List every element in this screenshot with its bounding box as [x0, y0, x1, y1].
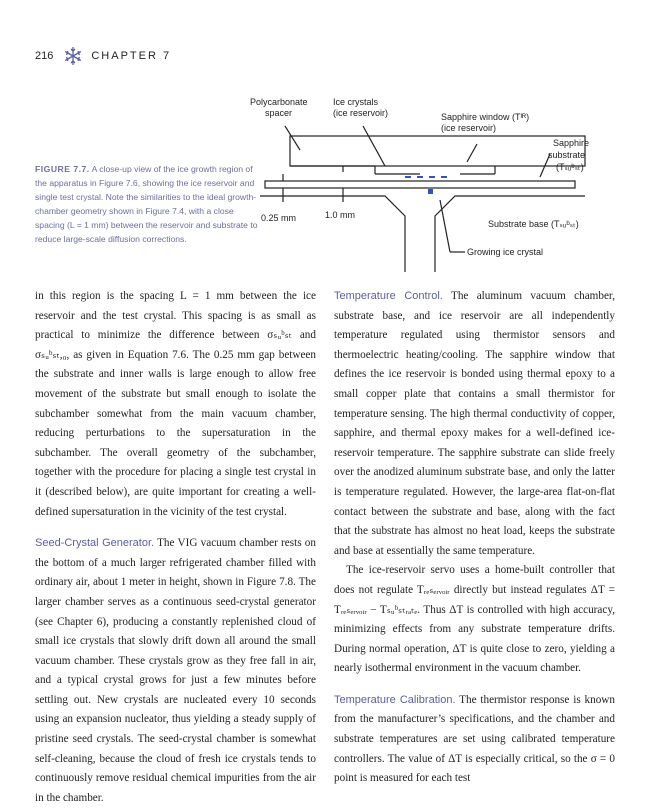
figure-caption — [35, 162, 260, 246]
label-window-1: Sapphire window (Tᴵᴿ) — [441, 112, 530, 122]
paragraph-text: The VIG vacuum chamber rests on the bottom of a much larger refrigerated chamber filled with ordinary air, about 1 meter in height, shown in Figure 7.8. The larger chamber serves as a continuous seed-crystal generator (see Chapter 6), producing a constantly replenished cloud of small ice crystals that slowly drift down all around the small vacuum chamber. These crystals grow as they free fall in air, and a typical crystal grows for just a few minutes before settling out. New crystals are nucleated every 10 seconds using an expansion nucleator, thus yielding a steady supply of pristine seed crystals. The seed-crystal chamber is somewhat self-cleaning, because the cloud of fresh ice crystals tends to continuously remove residual chemical impurities from the air in the chamber. — [35, 537, 316, 804]
left-column — [35, 287, 316, 808]
label-spacer-2: spacer — [265, 108, 293, 118]
growing-crystal-mark — [428, 189, 433, 194]
label-substrate-1: Sapphire — [553, 138, 590, 148]
page-number: 216 — [35, 50, 54, 62]
sapphire-window-shape — [290, 136, 585, 166]
substrate-base-left — [260, 196, 405, 272]
label-dim-10: 1.0 mm — [325, 210, 356, 220]
label-growing: Growing ice crystal — [467, 247, 544, 257]
label-substrate-base: Substrate base (Tₛᵤᵇₛₜ) — [488, 219, 579, 229]
paragraph: The ice-reservoir servo uses a home-built controller that does not regulate Tᵣₑₛₑᵣᵥₒᵢᵣ directly but instead regulates ΔT = Tᵣₑₛₑᵣᵥₒᵢᵣ − Tₛᵤᵇₛₜᵣₐₜₑ. Thus ΔT is controlled with high accuracy, minimizing effects from any substrate temperature drifts. During normal operation, ΔT is quite close to zero, yielding a nearly isothermal environment in the vacuum chamber. — [334, 564, 615, 675]
label-spacer-1: Polycarbonate — [250, 97, 308, 107]
label-ice-2: (ice reservoir) — [333, 108, 389, 118]
figure-caption-text: A close-up view of the ice growth region of the apparatus in Figure 7.6, showing the ice reservoir and single test crystal. Note the similarities to the ideal growth-chamber geometry shown in Figure 7.4, with a close spacing (L = 1 mm) between the reservoir and substrate to reduce large-scale diffusion corrections. — [35, 164, 258, 244]
section-heading: Seed-Crystal Generator. — [35, 537, 155, 550]
section-heading: Temperature Control. — [334, 290, 443, 302]
label-substrate-2: substrate — [548, 150, 586, 160]
label-dim-025: 0.25 mm — [261, 213, 297, 223]
figure-label: FIGURE 7.7. — [35, 164, 90, 174]
paragraph-text: The aluminum vacuum chamber, substrate base, and ice reservoir are all independently temperature regulated using thermistor sensors and thermoelectric heating/cooling. The sapphire window that defines the ice reservoir is bonded using thermal epoxy to a small copper plate that contains a small thermistor for temperature sensing. The high thermal conductivity of copper, sapphire, and thermal epoxy makes for a well-defined ice-reservoir temperature. The sapphire substrate can slide freely over the anodized aluminum substrate base, and only the latter is temperature regulated. However, the large-area flat-on-flat contact between the substrate and base, along with the fact that the substrate has almost no heat load, keeps the substrate and base at essentially the same temperature. — [334, 290, 615, 557]
label-ice-1: Ice crystals — [333, 97, 379, 107]
paragraph-temperature-control — [334, 287, 615, 561]
page-header — [35, 46, 171, 66]
paragraph: in this region is the spacing L = 1 mm between the ice reservoir and the test crystal. This spacing is as small as practical to minimize the difference between σₛᵤᵇₛₜ and σₛᵤᵇₛₜ,₀, as given in Equation 7.6. The 0.25 mm gap between the substrate and inner walls is large enough to allow free movement of the substrate but small enough to isolate the subchamber somewhat from the main vacuum chamber, reducing perturbations to the supersaturation in the subchamber. The overall geometry of the subchamber, together with the procedure for placing a single test crystal in it (described below), are quite important for creating a well-defined supersaturation in the vicinity of the test crystal. — [35, 290, 316, 518]
sapphire-substrate-shape — [265, 181, 575, 188]
label-window-2: (ice reservoir) — [441, 123, 497, 133]
section-heading: Temperature Calibration. — [334, 693, 456, 706]
paragraph-temperature-calibration — [334, 691, 615, 789]
right-column — [334, 287, 615, 789]
apparatus-diagram — [245, 92, 605, 272]
chapter-title: CHAPTER 7 — [91, 50, 172, 62]
label-substrate-3: (Tₛᵤᵇₛₜ) — [556, 162, 584, 172]
snowflake-icon — [63, 46, 83, 66]
substrate-base-right — [435, 196, 585, 272]
paragraph-text: The thermistor response is known from the manufacturer’s specifications, and the chamber and substrate temperatures are set using calibrated temperature controllers. The value of ΔT is especially critical, so the σ = 0 point is measured for each test — [334, 693, 615, 785]
paragraph-seed-generator — [35, 534, 316, 808]
